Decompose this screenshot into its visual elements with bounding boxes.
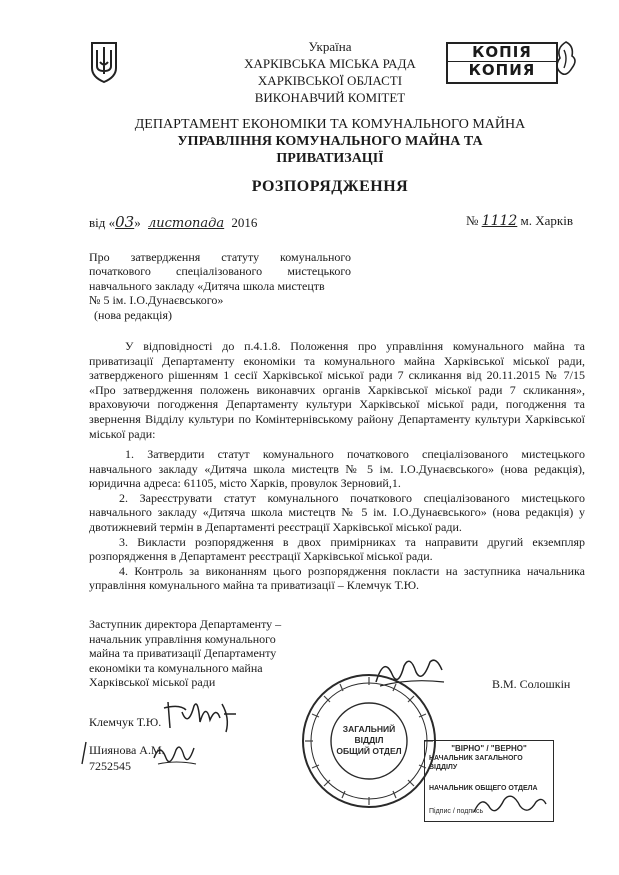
copy-stamp-ua: КОПІЯ [448, 44, 556, 62]
subject-line: Про затвердження статуту комунального [89, 250, 351, 264]
subject-line: (нова редакція) [94, 307, 172, 322]
signatory-title [89, 617, 329, 690]
country-line: Україна [308, 39, 352, 54]
list-item: 2. Зареєструвати статут комунального початкового спеціалізованого мистецького навчального закладу «Дитяча школа мистецтв № 5 ім. І.О.Дунаєвського» (нова редакція) у двотижневий термін в Департаменті реєстрації Харківської міської ради. [89, 490, 585, 534]
number-prefix: № [466, 213, 479, 228]
stamp-text-line: Підпис / подпись [429, 808, 484, 815]
margin-mark [80, 740, 88, 766]
coat-of-arms-icon [89, 40, 119, 84]
date-line [89, 213, 257, 231]
seal-center-text [334, 724, 404, 757]
committee-line: ВИКОНАВЧИЙ КОМІТЕТ [254, 90, 406, 105]
city: м. Харків [520, 213, 573, 228]
preamble: У відповідності до п.4.1.8. Положення про управління комунального майна та приватизації Департаменту економіки та комунального майна Харківської міської ради, затвердженого рішенням 1 сесії Харківської міської ради 7 скликання від 20.11.2015 № 7/15 «Про затвердження положень виконавчих органів Харківської міської ради 7 скликання», враховуючи погодження Департаменту культури Харківської міської ради, погодження та звернення Відділу культури по Комінтернівському району Департаменту культури Харківської міської ради: [89, 339, 585, 441]
approval-klemchuk: Клемчук Т.Ю. [89, 715, 162, 729]
list-item: 3. Викласти розпорядження в двох примірниках та направити другий екземпляр розпорядження в Департамент реєстрації Харківської міської ради. [89, 534, 585, 564]
approval-signature-2 [150, 738, 200, 770]
seal-text-line: ЗАГАЛЬНИЙ [342, 724, 396, 734]
date-year: 2016 [231, 215, 258, 230]
round-seal [300, 672, 438, 810]
date-month: листопада [147, 216, 225, 231]
list-item: 4. Контроль за виконанням цього розпорядження покласти на заступника начальника управління комунального майна та приватизації – Клемчук Т.Ю. [89, 563, 585, 593]
department-block [110, 116, 550, 167]
letterhead [190, 38, 470, 106]
document-title: РОЗПОРЯДЖЕННЯ [251, 178, 409, 195]
stamp-text-line: "ВІРНО" / "ВЕРНО" [451, 744, 527, 753]
subject-line: початкового спеціалізованого мистецького [89, 264, 351, 279]
signatory-title-line: майна та приватизації Департаменту [89, 646, 277, 661]
approval-signature [160, 698, 240, 734]
date-prefix: від « [89, 215, 116, 230]
department-line: ДЕПАРТАМЕНТ ЕКОНОМІКИ ТА КОМУНАЛЬНОГО МАЙНА [134, 117, 526, 132]
signatory-title-line: начальник управління комунального [89, 631, 276, 646]
signatory-name: В.М. Солошкін [492, 677, 571, 691]
stamp-text-line: НАЧАЛЬНИК ОБЩЕГО ОТДЕЛА [429, 785, 538, 792]
stamp-text-line: НАЧАЛЬНИК ЗАГАЛЬНОГО ВІДДІЛУ [429, 755, 523, 771]
number-value: 1112 [481, 213, 518, 229]
approval-shyianova: Шиянова А.М. [89, 743, 165, 757]
subject-block [89, 250, 351, 322]
copy-stamp-ru: КОПИЯ [468, 61, 536, 79]
date-day: 03 [115, 213, 135, 231]
signatory-title-line: Харківської міської ради [89, 675, 216, 690]
subject-line: № 5 ім. І.О.Дунаєвського» [89, 293, 224, 308]
date-mid: » [134, 215, 141, 230]
number-line [466, 213, 573, 229]
items-list [89, 447, 585, 593]
seal-text-line: ОБЩИЙ ОТДЕЛ [336, 746, 402, 756]
contact-phone: 7252545 [89, 759, 131, 773]
signatory-title-line: Заступник директора Департаменту – [89, 617, 282, 631]
copy-stamp [446, 42, 558, 84]
subject-line: навчального закладу «Дитяча школа мистецтв [89, 278, 325, 293]
region-line: ХАРКІВСЬКОЇ ОБЛАСТІ [257, 73, 403, 88]
signatory-title-line: економіки та комунального майна [89, 660, 263, 675]
directorate-line: УПРАВЛІННЯ КОМУНАЛЬНОГО МАЙНА ТА [177, 134, 483, 149]
seal-text-line: ВІДДІЛ [354, 735, 384, 745]
council-line: ХАРКІВСЬКА МІСЬКА РАДА [244, 56, 416, 71]
emblem-icon [552, 38, 580, 82]
list-item: 1. Затвердити статут комунального початкового спеціалізованого мистецького навчального закладу «Дитяча школа мистецтв № 5 ім. І.О.Дунаєвського» (нова редакція), юридична адреса: 61105, місто Харків, провулок Зерновий,1. [89, 447, 585, 491]
stamp-signature [470, 790, 550, 818]
directorate-line-2: ПРИВАТИЗАЦІЇ [276, 151, 384, 166]
